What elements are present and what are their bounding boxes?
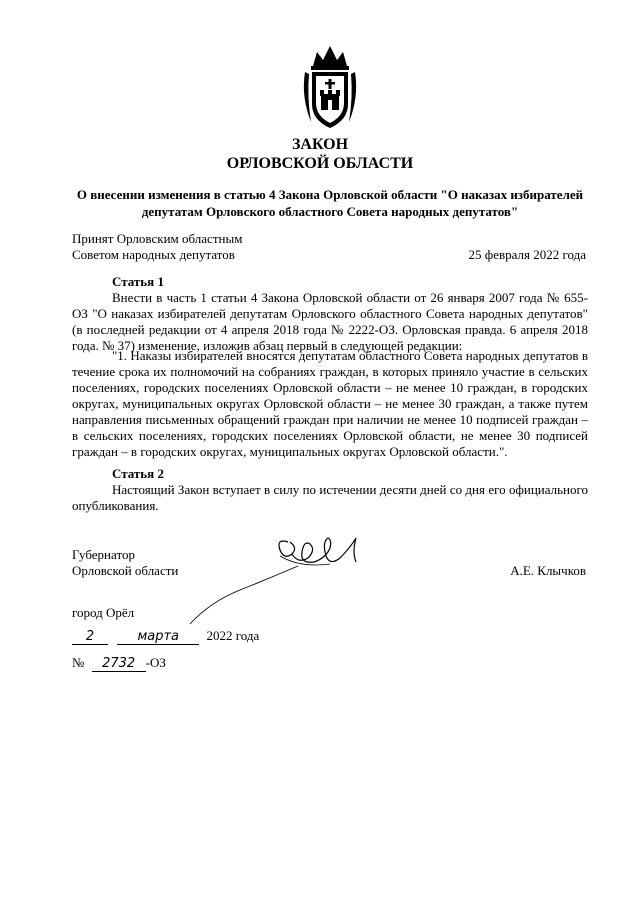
handwritten-signature	[180, 528, 370, 628]
signatory-position-line-1: Губернатор	[72, 547, 135, 562]
law-number	[72, 655, 372, 675]
law-number-prefix: №	[72, 655, 85, 670]
signing-date	[72, 628, 372, 648]
article-1-quote: "1. Наказы избирателей вносятся депутатам областного Совета народных депутатов в течение срока их полномочий на собраниях граждан, в которых приняло участие в сельских поселениях, городских поселениях Орловской области – не менее 10 граждан, в городских округах, муниципальных округах Орловской области – не менее 30 граждан, а также путем направления письменных обращений граждан при наличии не менее 10 подписей граждан – в сельских поселениях, городских поселениях Орловской области, не менее 30 подписей граждан – в городских округах, муниципальных округах Орловской области.".	[72, 348, 588, 459]
signatory-position-line-2: Орловской области	[72, 563, 179, 578]
signatory-position	[72, 547, 178, 579]
signatory-name: А.Е. Клычков	[510, 563, 586, 578]
adoption-date: 25 февраля 2022 года	[468, 247, 586, 262]
law-subtitle: О внесении изменения в статью 4 Закона Орловской области "О наказах избирателей депутатам Орловского областного Совета народных депутатов"	[76, 187, 584, 219]
signing-day: 2	[72, 629, 108, 645]
place-of-signing: город Орёл	[72, 605, 135, 620]
adoption-line-2: Советом народных депутатов	[72, 247, 235, 262]
article-2-text: Настоящий Закон вступает в силу по истечении десяти дней со дня его официального опубликования.	[72, 482, 588, 513]
coat-of-arms-icon	[299, 42, 361, 132]
signing-month: марта	[117, 629, 199, 645]
adoption-line-1: Принят Орловским областным	[72, 231, 243, 246]
signing-year: 2022 года	[206, 628, 260, 643]
law-number-value: 2732	[92, 656, 146, 672]
region-title: ОРЛОВСКОЙ ОБЛАСТИ	[226, 155, 414, 172]
article-1-intro: Внести в часть 1 статьи 4 Закона Орловской области от 26 января 2007 года № 655-ОЗ "О наказах избирателей депутатам Орловского областного Совета народных депутатов" (в последней редакции от 4 апреля 2018 года № 2222-ОЗ. Орловская правда. 6 апреля 2018 года. № 37) изменение, изложив абзац первый в следующей редакции:	[72, 290, 588, 353]
law-number-suffix: -ОЗ	[145, 655, 166, 670]
law-title: ЗАКОН	[291, 136, 349, 153]
article-1-heading: Статья 1	[112, 274, 164, 289]
article-2-heading: Статья 2	[112, 466, 164, 481]
adoption-body	[72, 231, 242, 263]
